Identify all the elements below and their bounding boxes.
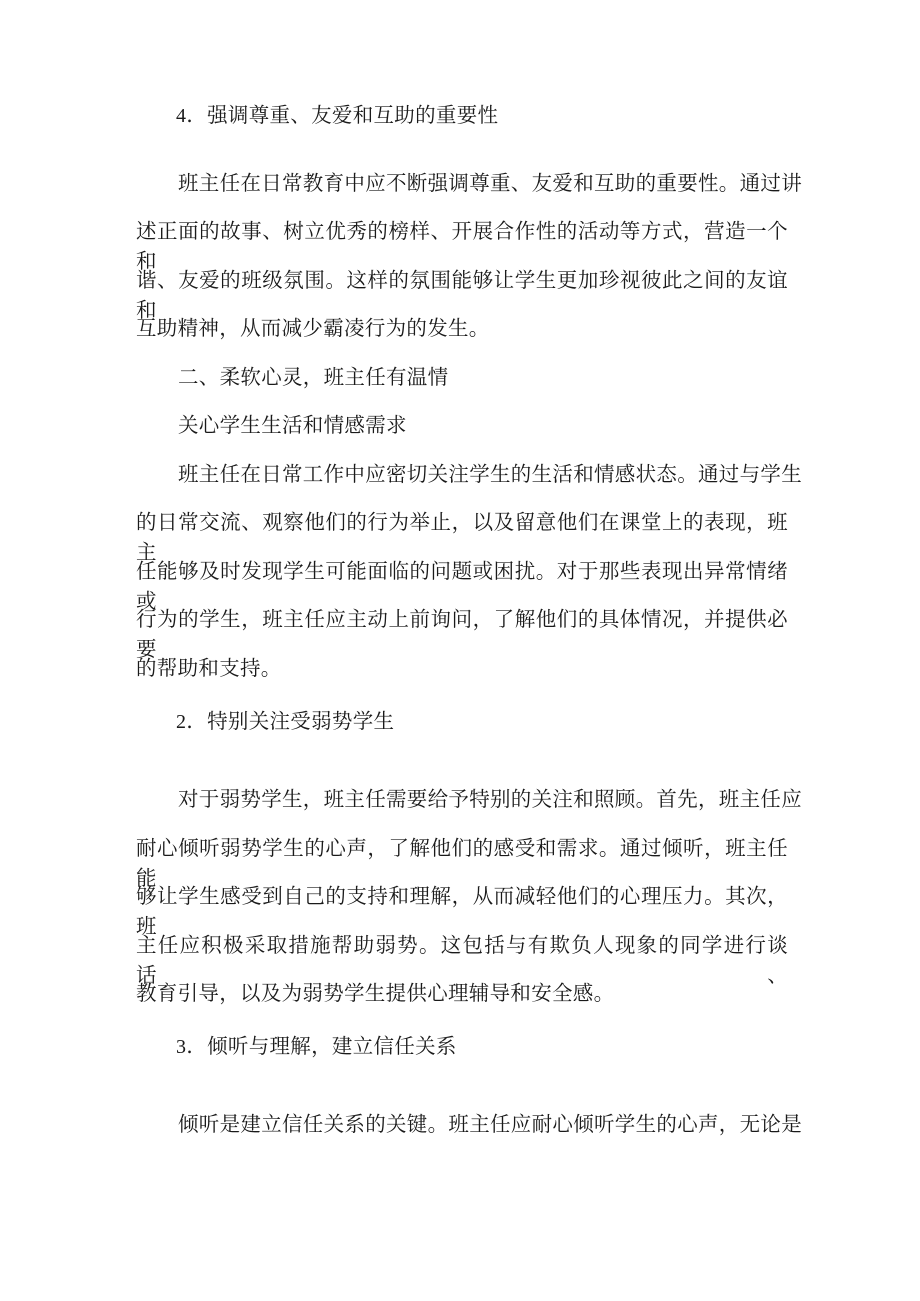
para2-line-4: 行为的学生，班主任应主动上前询问，了解他们的具体情况，并提供必要 <box>136 607 788 661</box>
para2-line-1: 班主任在日常工作中应密切关注学生的生活和情感状态。通过与学生 <box>178 462 802 486</box>
section-4-heading <box>176 100 498 131</box>
section-2-number: 2 <box>176 711 187 733</box>
para3-line-4: 主任应积极采取措施帮助弱势。这包括与有欺负人现象的同学进行谈话、 <box>136 933 788 987</box>
para3-line-3: 够让学生感受到自己的支持和理解，从而减轻他们的心理压力。其次，班 <box>136 884 788 938</box>
section-4-title: ．强调尊重、友爱和互助的重要性 <box>186 103 499 127</box>
para3-line-5: 教育引导，以及为弱势学生提供心理辅导和安全感。 <box>136 981 615 1005</box>
section-4-number: 4 <box>176 105 187 127</box>
part-2-heading: 二、柔软心灵，班主任有温情 <box>178 365 449 389</box>
para1-line-2: 述正面的故事、树立优秀的榜样、开展合作性的活动等方式，营造一个和 <box>136 219 788 273</box>
section-3-number: 3 <box>176 1036 187 1058</box>
para3-line-1: 对于弱势学生，班主任需要给予特别的关注和照顾。首先，班主任应 <box>178 787 802 811</box>
section-3-heading <box>176 1031 457 1062</box>
para4-line-1: 倾听是建立信任关系的关键。班主任应耐心倾听学生的心声，无论是 <box>178 1112 802 1136</box>
para2-line-2: 的日常交流、观察他们的行为举止，以及留意他们在课堂上的表现，班主 <box>136 510 788 564</box>
section-2-title: ．特别关注受弱势学生 <box>186 709 395 733</box>
para2-line-3: 任能够及时发现学生可能面临的问题或困扰。对于那些表现出异常情绪或 <box>136 559 788 613</box>
para3-line-2: 耐心倾听弱势学生的心声，了解他们的感受和需求。通过倾听，班主任能 <box>136 836 788 890</box>
para1-line-1: 班主任在日常教育中应不断强调尊重、友爱和互助的重要性。通过讲 <box>178 171 802 195</box>
sub-1-heading: 关心学生生活和情感需求 <box>178 413 407 437</box>
section-3-title: ．倾听与理解，建立信任关系 <box>186 1034 457 1058</box>
section-2-heading <box>176 706 394 737</box>
para2-line-5: 的帮助和支持。 <box>136 656 282 680</box>
para1-line-4: 互助精神，从而减少霸凌行为的发生。 <box>136 316 490 340</box>
para1-line-3: 谐、友爱的班级氛围。这样的氛围能够让学生更加珍视彼此之间的友谊和 <box>136 268 788 322</box>
